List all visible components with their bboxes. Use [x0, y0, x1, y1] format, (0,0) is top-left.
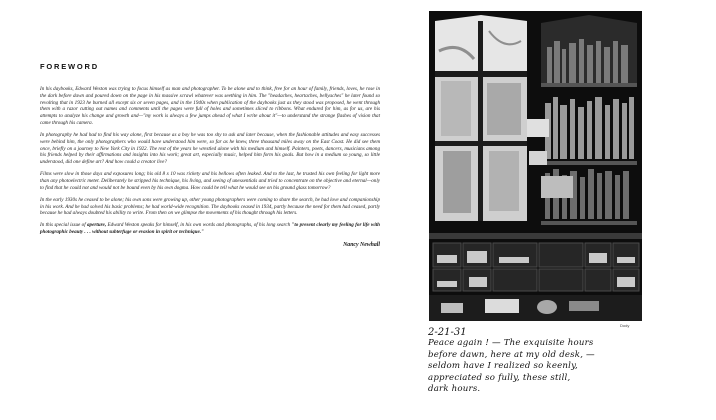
note-line: dark hours.	[428, 384, 481, 394]
emphasis-text: aperture,	[86, 222, 107, 229]
paragraph-text: Films were slow in those days and exposures long; his old 8 x 10 was rickety and his bellows often leaked. And to the last, he trusted his own feeling for light more than any photoelectric meter. Deliberately he stripped his technique, his living, and seeing of unessentials and tried to concentrate on the objective and eternal—only to find that he could not and would not be bound even by his own dogma. How could he tell what he would see on his ground glass tomorrow?	[40, 171, 380, 191]
window-light	[435, 15, 527, 221]
foreword-paragraph	[40, 86, 380, 127]
note-lines	[428, 338, 698, 396]
page-heading: FOREWORD	[40, 62, 99, 71]
foreword-paragraph	[40, 222, 380, 236]
desk-with-bookcase-photo	[429, 11, 642, 321]
note-date: 2-21-31	[428, 327, 467, 338]
foreword-paragraph	[40, 197, 380, 217]
author-signature: Nancy Newhall	[343, 241, 380, 248]
note-line: before dawn, here at my old desk, —	[428, 349, 595, 360]
paragraph-text: Edward Weston speaks for himself, in his own words and photographs, of his long search	[106, 222, 292, 229]
paragraph-text: In photography he had had to find his way alone, first because as a boy he was too shy to ask and later because, when the fashionable attitudes and easy successes were behind him, the only photographers who would have understood him were, so far as he knew, three thousand miles away on the East Coast. He did see them once, briefly on a journey to New York City in 1922. The rest of the years he wrestled alone with his medium and himself. Painters, poets, dancers, musicians among his friends helped by their affirmations and insights into his work; great art, especially music, helped him form his goals. But how in a medium so young, so little understood, did one define art? And how could a creator live?	[40, 131, 380, 166]
photo-credit: Dody	[620, 323, 630, 328]
handwritten-note	[428, 327, 698, 396]
foreword-paragraph	[40, 132, 380, 166]
desk-pigeonholes	[429, 233, 642, 321]
paragraph-text: In his daybooks, Edward Weston was trying to focus himself as man and photographer. To be alone and to think, free for an hour of family, friends, loves, he rose in the dark before dawn and poured down on the page in his massive scrawl whatever was seething in him. The "headaches, heartaches, bellyaches" he later found so revolting that in 1923 he burned all except six or seven pages, and in the 1940s when publication of the daybooks just as they stood was proposed, he went through them with a razor cutting out names and comments until the pages were full of holes and sometimes sliced to ribbons. What endured for him, as for us, are his attempts to analyze his change and growth and—"my work is always a few jumps ahead of what I write about it"—to understand the strange flashes of vision that came through his camera.	[40, 86, 380, 126]
paragraph-text: In the early 1930s he ceased to be alone; his own sons were growing up, other young photographers were coming to share the search, he had love and companionship in his work. And he had solved his basic problems; he had world-wide recognition. The daybooks ceased in 1934, partly because the need for them had ceased, partly because he had always doubted his ability to write. From then on we glimpse the movements of his thought through his letters.	[40, 196, 380, 217]
emphasis-text: "to present clearly my feeling for life with photographic beauty . . . without subterfuge or evasion in spirit or technique."	[40, 222, 380, 236]
foreword-text	[40, 86, 380, 248]
foreword-paragraph	[40, 171, 380, 191]
note-line: seldom have I realized so keenly,	[428, 361, 578, 371]
paragraph-text: In this special issue of	[40, 222, 87, 229]
note-line: Peace again ! — The exquisite hours	[428, 338, 594, 348]
note-line: appreciated so fully, these still,	[428, 372, 571, 383]
